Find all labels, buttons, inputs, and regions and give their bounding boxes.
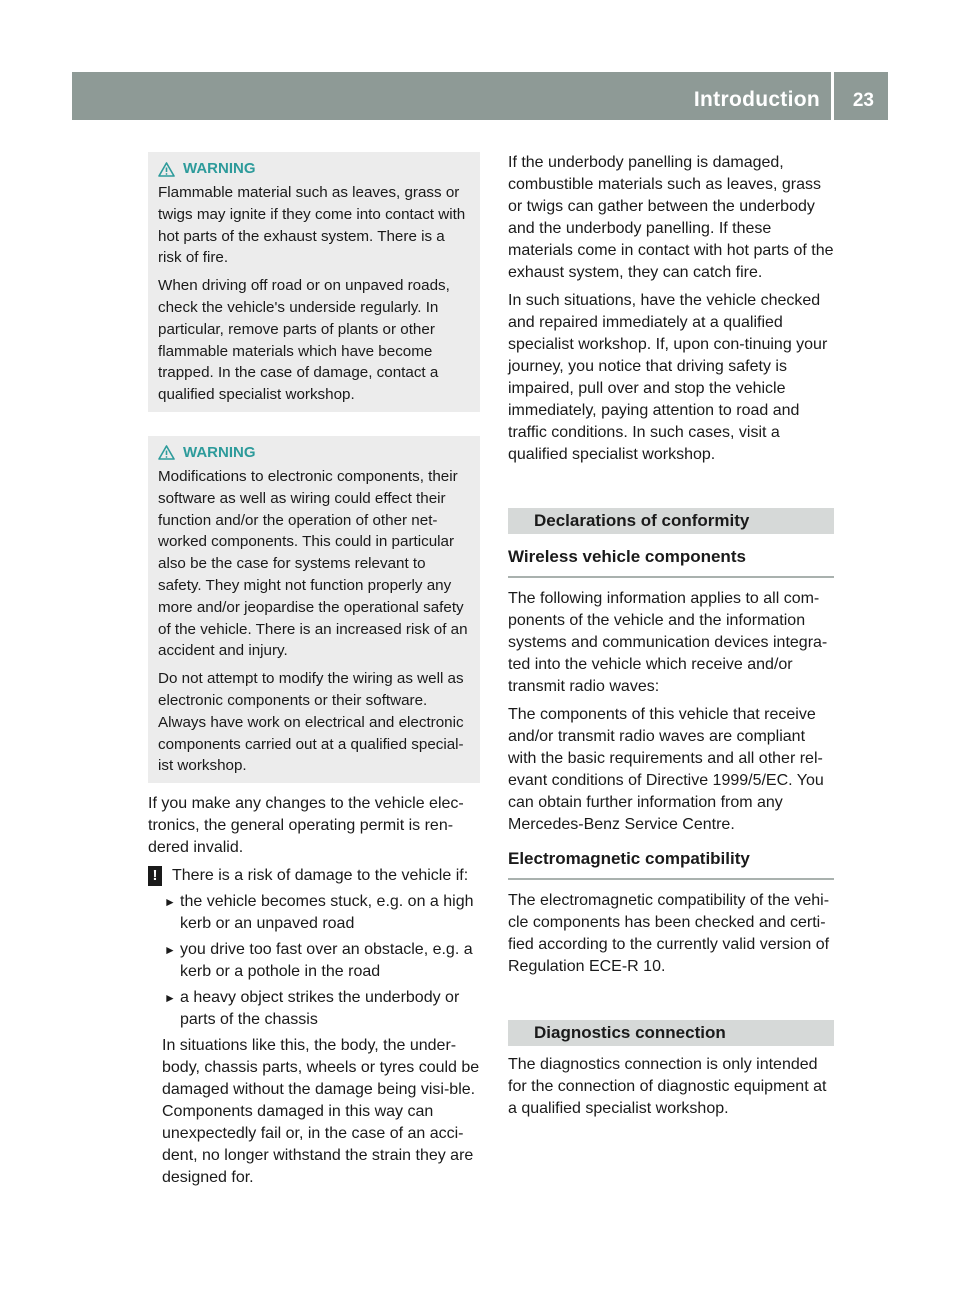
- body-paragraph: The components of this vehicle that receive and/or transmit radio waves are compliant with the basic requirements and all other rel-evant conditions of Directive 1999/5/EC. You can obtain further information from any Mercedes-Benz Service Centre.: [508, 706, 824, 833]
- warning-text: Modifications to electronic components, their software as well as wiring could effect their function and/or the operation of other net-worked components. This could in particular also be the case for systems relevant to safety. They might not function properly any more and/or jeopardise the operational safety of the vehicle. There is an increased risk of an accident and injury.: [158, 467, 468, 660]
- warning-text: Do not attempt to modify the wiring as well as electronic components or their software. Always have work on electrical and electronic components carried out at a qualified special-ist workshop.: [158, 670, 464, 775]
- right-column: [508, 152, 834, 1126]
- warning-box-fire: [148, 152, 480, 412]
- notice-text: There is a risk of damage to the vehicle if:: [172, 867, 469, 885]
- left-column: [148, 152, 480, 1195]
- warning-text: Flammable material such as leaves, grass or twigs may ignite if they come into contact with hot parts of the exhaust system. There is a risk of fire.: [158, 184, 466, 267]
- list-item: ► you drive too fast over an obstacle, e.g. a kerb or a pothole in the road: [164, 941, 473, 981]
- warning-label: WARNING: [183, 160, 256, 177]
- notice-block: [148, 865, 480, 887]
- body-paragraph: The electromagnetic compatibility of the vehi-cle components has been checked and certi-fied according to the currently valid version of Regulation ECE-R 10.: [508, 892, 830, 975]
- body-paragraph: The diagnostics connection is only intended for the connection of diagnostic equipment at a qualified specialist workshop.: [508, 1056, 827, 1117]
- list-item: ► a heavy object strikes the underbody or parts of the chassis: [164, 989, 460, 1029]
- body-paragraph: In such situations, have the vehicle checked and repaired immediately at a qualified specialist workshop. If, upon con-tinuing your journey, you notice that driving safety is impaired, pull over and stop the vehicle immediately, paying attention to road and traffic conditions. In such cases, visit a qualified specialist workshop.: [508, 292, 828, 463]
- page-header: [72, 72, 888, 120]
- exclamation-icon: !: [148, 866, 162, 886]
- warning-label: WARNING: [183, 443, 256, 461]
- section-title-diagnostics: Diagnostics connection: [508, 1020, 834, 1046]
- notice-details: [148, 891, 480, 1189]
- body-paragraph: If you make any changes to the vehicle elec-tronics, the general operating permit is ren-dered invalid.: [148, 795, 464, 857]
- damage-cause-list: [162, 891, 480, 1031]
- warning-triangle-icon: [158, 445, 175, 460]
- subheading-emc: Electromagnetic compatibility: [508, 848, 834, 880]
- body-paragraph: The following information applies to all com-ponents of the vehicle and the information systems and communication devices integra-ted into the vehicle which receive and/or transmit radio waves:: [508, 590, 828, 695]
- notice-closing: In situations like this, the body, the under-body, chassis parts, wheels or tyres could be damaged without the damage being visi-ble. Components damaged in this way can unexpectedly fail or, in the case of an acci-dent, no longer withstand the strain they are designed for.: [162, 1037, 480, 1187]
- warning-heading: [158, 158, 472, 180]
- chapter-title: Introduction: [693, 88, 820, 111]
- triangle-bullet-icon: ►: [164, 943, 176, 958]
- warning-triangle-icon: [158, 162, 175, 177]
- triangle-bullet-icon: ►: [164, 991, 176, 1006]
- triangle-bullet-icon: ►: [164, 895, 176, 910]
- warning-heading: [158, 442, 472, 464]
- subheading-wireless: Wireless vehicle components: [508, 546, 834, 578]
- section-title-declarations: Declarations of conformity: [508, 508, 834, 534]
- header-divider: [831, 72, 834, 120]
- page-number: 23: [852, 90, 874, 111]
- list-item: ► the vehicle becomes stuck, e.g. on a high kerb or an unpaved road: [164, 893, 474, 933]
- body-paragraph: If the underbody panelling is damaged, combustible materials such as leaves, grass or twigs can gather between the underbody and the underbody panelling. If these materials come in contact with hot parts of the exhaust system, they can catch fire.: [508, 154, 834, 281]
- warning-box-electronics: [148, 436, 480, 783]
- warning-text: When driving off road or on unpaved roads, check the vehicle's underside regularly. In particular, remove parts of plants or other flammable materials which have become trapped. In the case of damage, contact a qualified specialist workshop.: [158, 277, 450, 404]
